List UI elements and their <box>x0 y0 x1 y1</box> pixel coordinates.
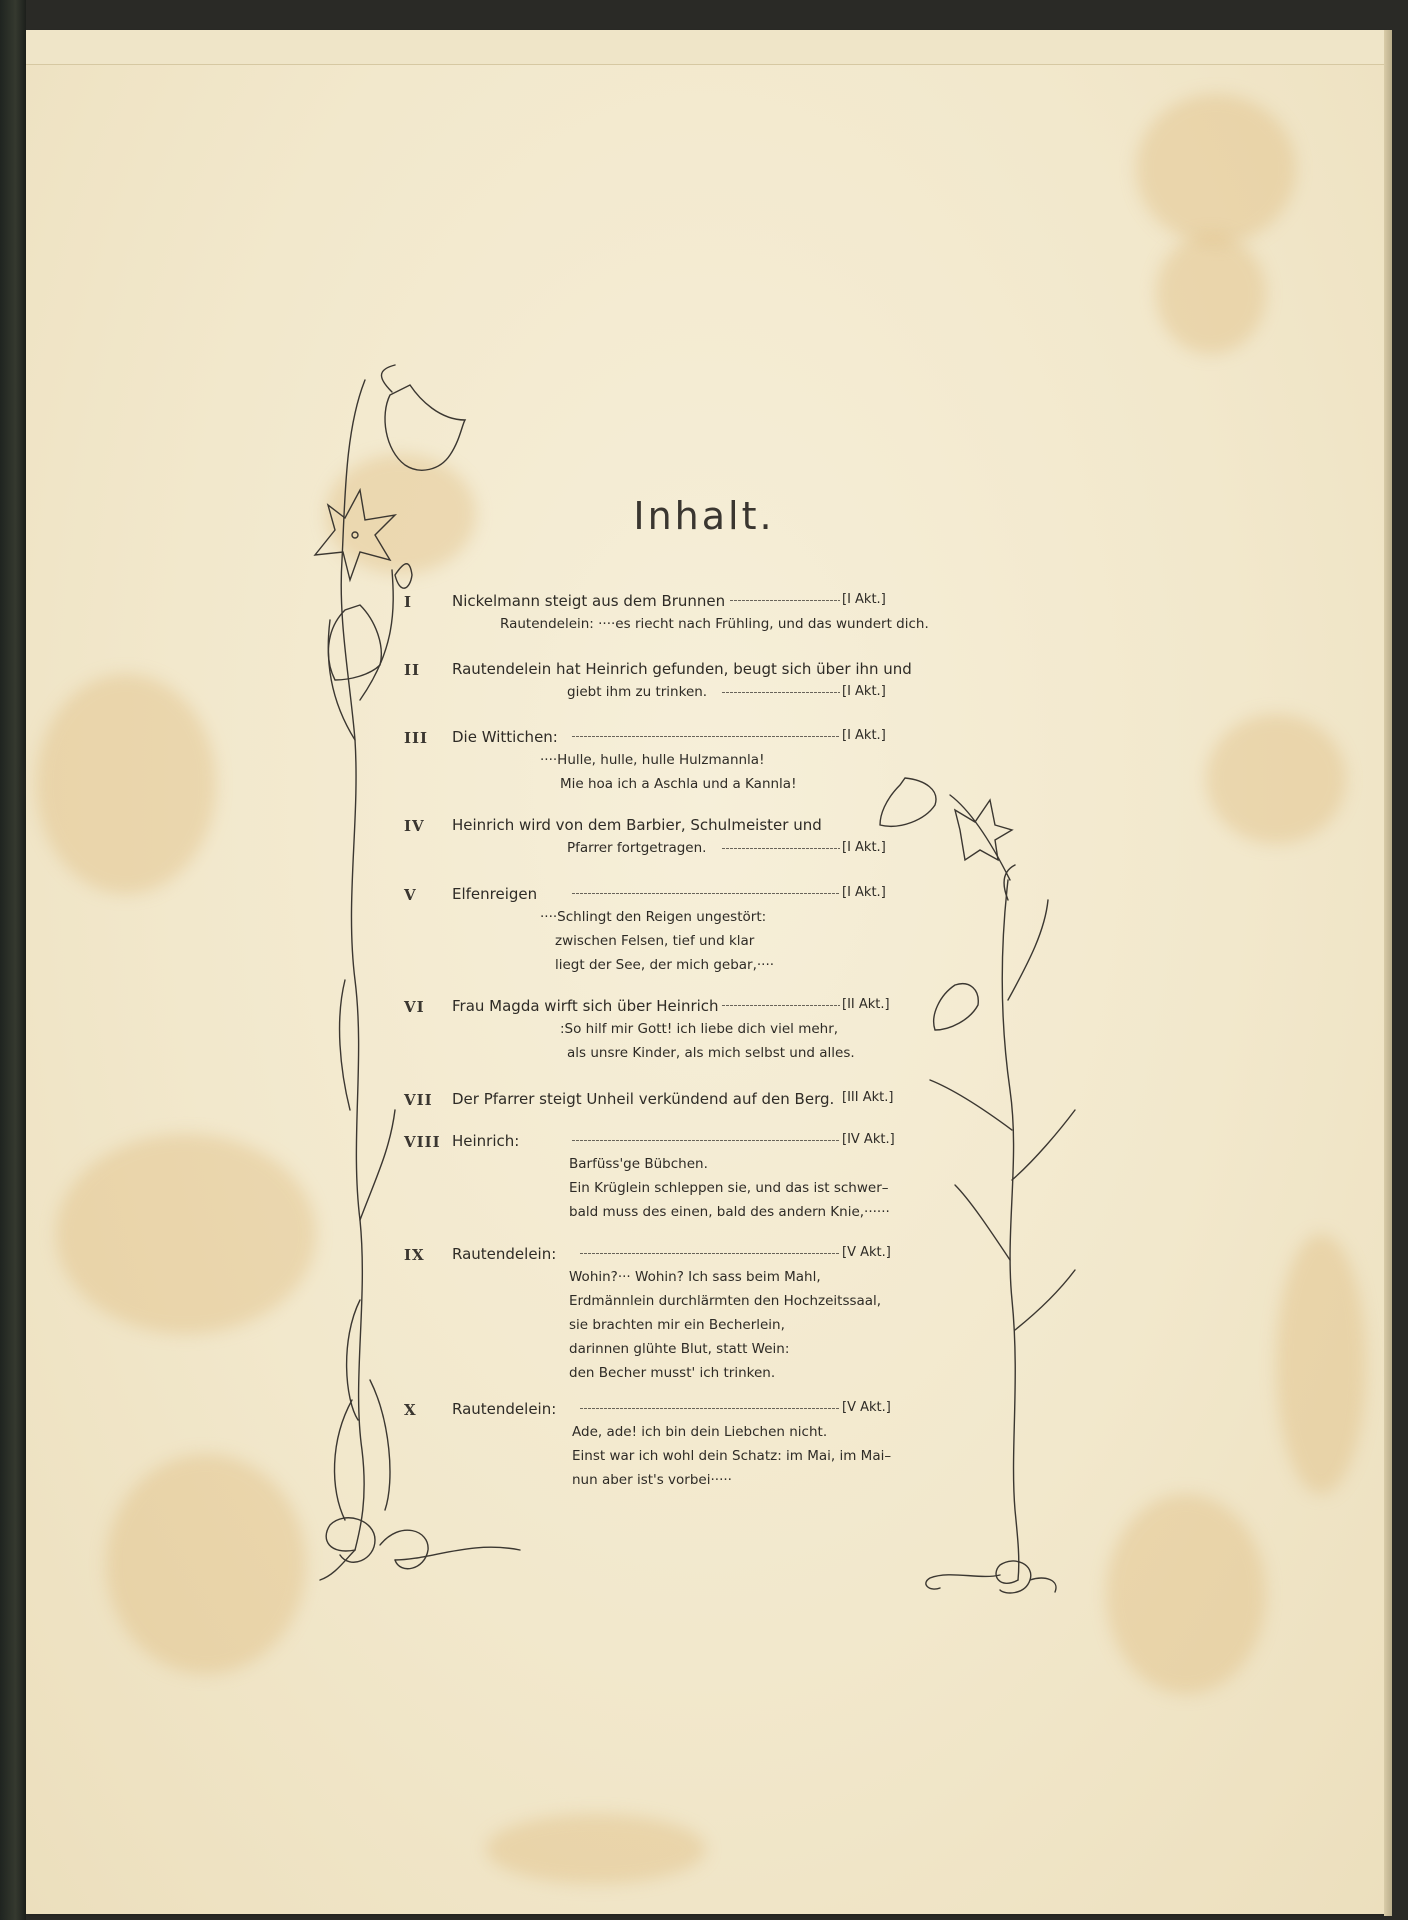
entry-quote-line: Mie hoa ich a Aschla und a Kannla! <box>560 776 797 792</box>
entry-quote-line: zwischen Felsen, tief und klar <box>555 933 755 949</box>
act-reference: [II Akt.] <box>842 997 890 1012</box>
entry-quote-line: Einst war ich wohl dein Schatz: im Mai, im Mai– <box>572 1448 892 1464</box>
entry-quote-line: giebt ihm zu trinken. <box>567 684 708 700</box>
entry-quote-line: Ein Krüglein schleppen sie, und das ist schwer– <box>569 1180 889 1196</box>
entry-numeral: VIII <box>404 1133 441 1151</box>
entry-numeral: II <box>404 661 421 679</box>
entry-numeral: VII <box>404 1091 433 1109</box>
entry-quote-line: darinnen glühte Blut, statt Wein: <box>569 1341 790 1357</box>
entry-title: Heinrich: <box>452 1132 520 1150</box>
entry-quote-line: als unsre Kinder, als mich selbst und alles. <box>567 1045 855 1061</box>
entry-numeral: I <box>404 593 413 611</box>
entry-quote-line: Barfüss'ge Bübchen. <box>569 1156 708 1172</box>
entry-quote-line: sie brachten mir ein Becherlein, <box>569 1317 785 1333</box>
entry-numeral: IV <box>404 817 425 835</box>
act-reference: [V Akt.] <box>842 1400 891 1415</box>
entry-quote-line: den Becher musst' ich trinken. <box>569 1365 776 1381</box>
leader-line <box>722 848 840 849</box>
entry-numeral: IX <box>404 1246 425 1264</box>
entry-title: Die Wittichen: <box>452 728 558 746</box>
leader-line <box>572 736 840 737</box>
leader-line <box>572 1140 840 1141</box>
leader-line <box>730 600 840 601</box>
entry-title: Frau Magda wirft sich über Heinrich <box>452 997 719 1015</box>
entry-quote-line: Erdmännlein durchlärmten den Hochzeitssaal, <box>569 1293 882 1309</box>
leader-line <box>722 1005 840 1006</box>
act-reference: [I Akt.] <box>842 684 886 699</box>
entry-numeral: III <box>404 729 429 747</box>
entry-numeral: X <box>404 1401 417 1419</box>
page-title: Inhalt. <box>633 494 775 538</box>
entry-quote-line: :So hilf mir Gott! ich liebe dich viel mehr, <box>560 1021 839 1037</box>
entry-quote-line: Pfarrer fortgetragen. <box>567 840 707 856</box>
leader-line <box>572 893 840 894</box>
leader-line <box>580 1253 840 1254</box>
act-reference: [I Akt.] <box>842 840 886 855</box>
act-reference: [III Akt.] <box>842 1090 894 1105</box>
entry-quote-line: ····Schlingt den Reigen ungestört: <box>540 909 767 925</box>
entry-title: Nickelmann steigt aus dem Brunnen <box>452 592 726 610</box>
act-reference: [I Akt.] <box>842 592 886 607</box>
entry-title: Rautendelein hat Heinrich gefunden, beugt sich über ihn und <box>452 660 912 678</box>
entry-quote-line: Wohin?··· Wohin? Ich sass beim Mahl, <box>569 1269 821 1285</box>
entry-numeral: V <box>404 886 417 904</box>
leader-line <box>580 1408 840 1409</box>
act-reference: [IV Akt.] <box>842 1132 895 1147</box>
entry-title: Rautendelein: <box>452 1400 557 1418</box>
entry-quote-line: bald muss des einen, bald des andern Knie,······ <box>569 1204 890 1220</box>
entry-title: Rautendelein: <box>452 1245 557 1263</box>
entry-quote-line: ····Hulle, hulle, hulle Hulzmannla! <box>540 752 765 768</box>
leader-line <box>722 692 840 693</box>
act-reference: [I Akt.] <box>842 885 886 900</box>
entry-numeral: VI <box>404 998 425 1016</box>
entry-title: Elfenreigen <box>452 885 538 903</box>
entry-title: Heinrich wird von dem Barbier, Schulmeister und <box>452 816 822 834</box>
entry-quote-line: liegt der See, der mich gebar,···· <box>555 957 775 973</box>
act-reference: [V Akt.] <box>842 1245 891 1260</box>
entry-quote-line: Rautendelein: ····es riecht nach Frühling, und das wundert dich. <box>500 616 929 632</box>
entry-quote-line: nun aber ist's vorbei····· <box>572 1472 732 1488</box>
entry-quote-line: Ade, ade! ich bin dein Liebchen nicht. <box>572 1424 828 1440</box>
entry-title: Der Pfarrer steigt Unheil verkündend auf den Berg. <box>452 1090 835 1108</box>
act-reference: [I Akt.] <box>842 728 886 743</box>
